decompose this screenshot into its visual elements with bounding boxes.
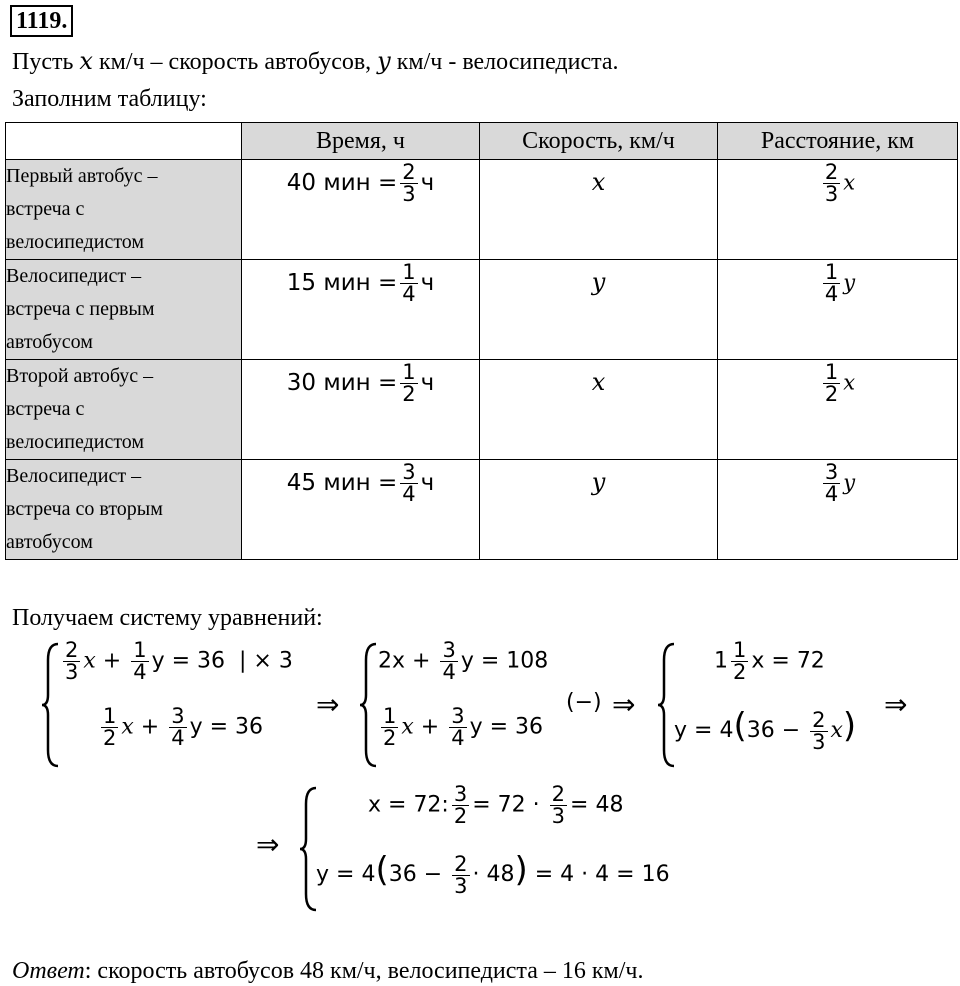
- eq-text: 36 −: [388, 862, 443, 887]
- distance-var: y: [843, 270, 856, 295]
- frac-den: 4: [402, 482, 416, 506]
- table-row: [6, 260, 958, 360]
- eq-text: · 48: [472, 862, 515, 887]
- eq-text: y = 4: [674, 718, 734, 743]
- answer-text: : скорость автобусов 48 км/ч, велосипедиста – 16 км/ч.: [84, 958, 644, 984]
- speed-var: y: [591, 268, 606, 296]
- distance-cell: [718, 460, 958, 560]
- subtract-marker: (−): [566, 690, 602, 715]
- speed-cell: [480, 260, 718, 360]
- row-label-line: велосипедистом: [6, 431, 145, 453]
- table-header-row: [6, 123, 958, 160]
- distance-var: y: [843, 470, 856, 495]
- speed-var: y: [591, 468, 606, 496]
- speed-cell: [480, 160, 718, 260]
- var-y: y: [377, 47, 391, 75]
- implies-arrow: ⇒: [316, 688, 340, 721]
- speed-var: x: [591, 168, 606, 196]
- frac-den: 4: [824, 482, 839, 506]
- row-label-line: Первый автобус –: [6, 165, 158, 187]
- eq-text: x = 72: [751, 648, 825, 674]
- time-cell: [242, 160, 480, 260]
- distance-var: x: [843, 370, 856, 395]
- time-minutes: 45 мин =: [286, 470, 398, 496]
- eq-text: = 72 ·: [472, 792, 540, 818]
- frac-den: 2: [402, 382, 416, 406]
- frac-num: 1: [824, 360, 839, 384]
- table-header-corner: [6, 123, 242, 160]
- implies-arrow: ⇒: [884, 688, 908, 721]
- intro-text: Пусть: [12, 49, 80, 75]
- frac-num: 1: [402, 360, 416, 384]
- frac-den: 2: [824, 382, 839, 406]
- eq-text: y = 4: [316, 862, 376, 887]
- row-label: [6, 360, 242, 460]
- left-brace-icon: [40, 640, 62, 770]
- data-table: [5, 122, 958, 560]
- distance-cell: [718, 160, 958, 260]
- frac-num: 2: [824, 160, 839, 184]
- time-minutes: 15 мин =: [286, 270, 398, 296]
- distance-cell: [718, 360, 958, 460]
- row-label-line: встреча с первым: [6, 298, 155, 320]
- speed-var: x: [591, 368, 606, 396]
- equation-system-1: $\frac{2}{3}$ x + $\frac{1}{4}$ y = 36 | × 3 $\frac{1}{2}$ x + $\frac{3}{4}$ y = 36: [40, 640, 320, 770]
- row-label-line: Второй автобус –: [6, 365, 154, 387]
- row-label-line: Велосипедист –: [6, 465, 142, 487]
- row-label: [6, 160, 242, 260]
- table-header-speed: Скорость, км/ч: [480, 123, 718, 160]
- equation-system-3: 1 $\frac{1}{2}$ x = 72 y = 4(36 − $\frac{2}{3}$ x): [656, 640, 886, 770]
- answer-label: Ответ: [12, 958, 85, 984]
- row-label: [6, 260, 242, 360]
- table-row: [6, 460, 958, 560]
- equation-system-4: x = 72: $\frac{3}{2}$ = 72 · $\frac{2}{3}$ = 48 y = 4(36 − $\frac{2}{3}$ · 48) = 4 · 4 = 16: [298, 784, 718, 914]
- row-label-line: встреча со вторым: [6, 498, 163, 520]
- time-unit: ч: [420, 470, 435, 496]
- row-label-line: автобусом: [6, 331, 93, 353]
- table-header-time: Время, ч: [242, 123, 480, 160]
- row-label-line: автобусом: [6, 531, 93, 553]
- intro-line-1: [12, 46, 619, 77]
- eq-text: 36 −: [746, 718, 801, 743]
- intro-text: км/ч – скорость автобусов,: [92, 49, 378, 75]
- distance-var: x: [843, 170, 856, 195]
- system-intro: Получаем систему уравнений:: [12, 605, 323, 631]
- eq-text: x = 72:: [368, 792, 449, 818]
- eq-text: y = 36: [469, 714, 544, 740]
- eq-text: y = 36: [151, 648, 226, 674]
- implies-arrow: ⇒: [612, 688, 636, 721]
- time-unit: ч: [420, 370, 435, 396]
- time-minutes: 30 мин =: [286, 370, 398, 396]
- time-cell: [242, 260, 480, 360]
- problem-number: 1119.: [10, 5, 73, 37]
- intro-text: км/ч - велосипедиста.: [390, 49, 619, 75]
- eq-multiplier: | × 3: [239, 648, 293, 674]
- eq-text: y = 36: [189, 714, 264, 740]
- row-label-line: встреча с: [6, 198, 85, 220]
- row-label-line: встреча с: [6, 398, 85, 420]
- eq-text: = 4 · 4 = 16: [534, 862, 670, 887]
- row-label-line: велосипедистом: [6, 231, 145, 253]
- eq-text: = 48: [570, 792, 624, 818]
- speed-cell: [480, 460, 718, 560]
- implies-arrow: ⇒: [256, 828, 280, 861]
- frac-num: 1: [402, 260, 416, 284]
- equation-system-2: 2x + $\frac{3}{4}$ y = 108 $\frac{1}{2}$ x + $\frac{3}{4}$ y = 36 (−): [358, 640, 658, 770]
- frac-num: 1: [824, 260, 839, 284]
- frac-num: 3: [824, 460, 839, 484]
- time-unit: ч: [420, 270, 435, 296]
- var-x: x: [79, 47, 93, 75]
- eq-text: 1: [714, 648, 728, 674]
- eq-text: y = 108: [460, 648, 549, 674]
- table-row: [6, 160, 958, 260]
- time-cell: [242, 460, 480, 560]
- row-label-line: Велосипедист –: [6, 265, 142, 287]
- distance-cell: [718, 260, 958, 360]
- answer-line: [12, 956, 643, 986]
- eq-text: 2x +: [378, 648, 431, 674]
- speed-cell: [480, 360, 718, 460]
- frac-num: 2: [402, 160, 416, 184]
- row-label: [6, 460, 242, 560]
- frac-den: 4: [824, 282, 839, 306]
- var-x: x: [830, 718, 843, 743]
- time-unit: ч: [420, 170, 435, 196]
- frac-den: 3: [824, 182, 839, 206]
- time-minutes: 40 мин =: [286, 170, 398, 196]
- left-brace-icon: [358, 640, 380, 770]
- table-row: [6, 360, 958, 460]
- intro-line-2: Заполним таблицу:: [12, 86, 207, 112]
- frac-num: 3: [402, 460, 416, 484]
- frac-den: 3: [402, 182, 416, 206]
- table-header-distance: Расстояние, км: [718, 123, 958, 160]
- frac-den: 4: [402, 282, 416, 306]
- time-cell: [242, 360, 480, 460]
